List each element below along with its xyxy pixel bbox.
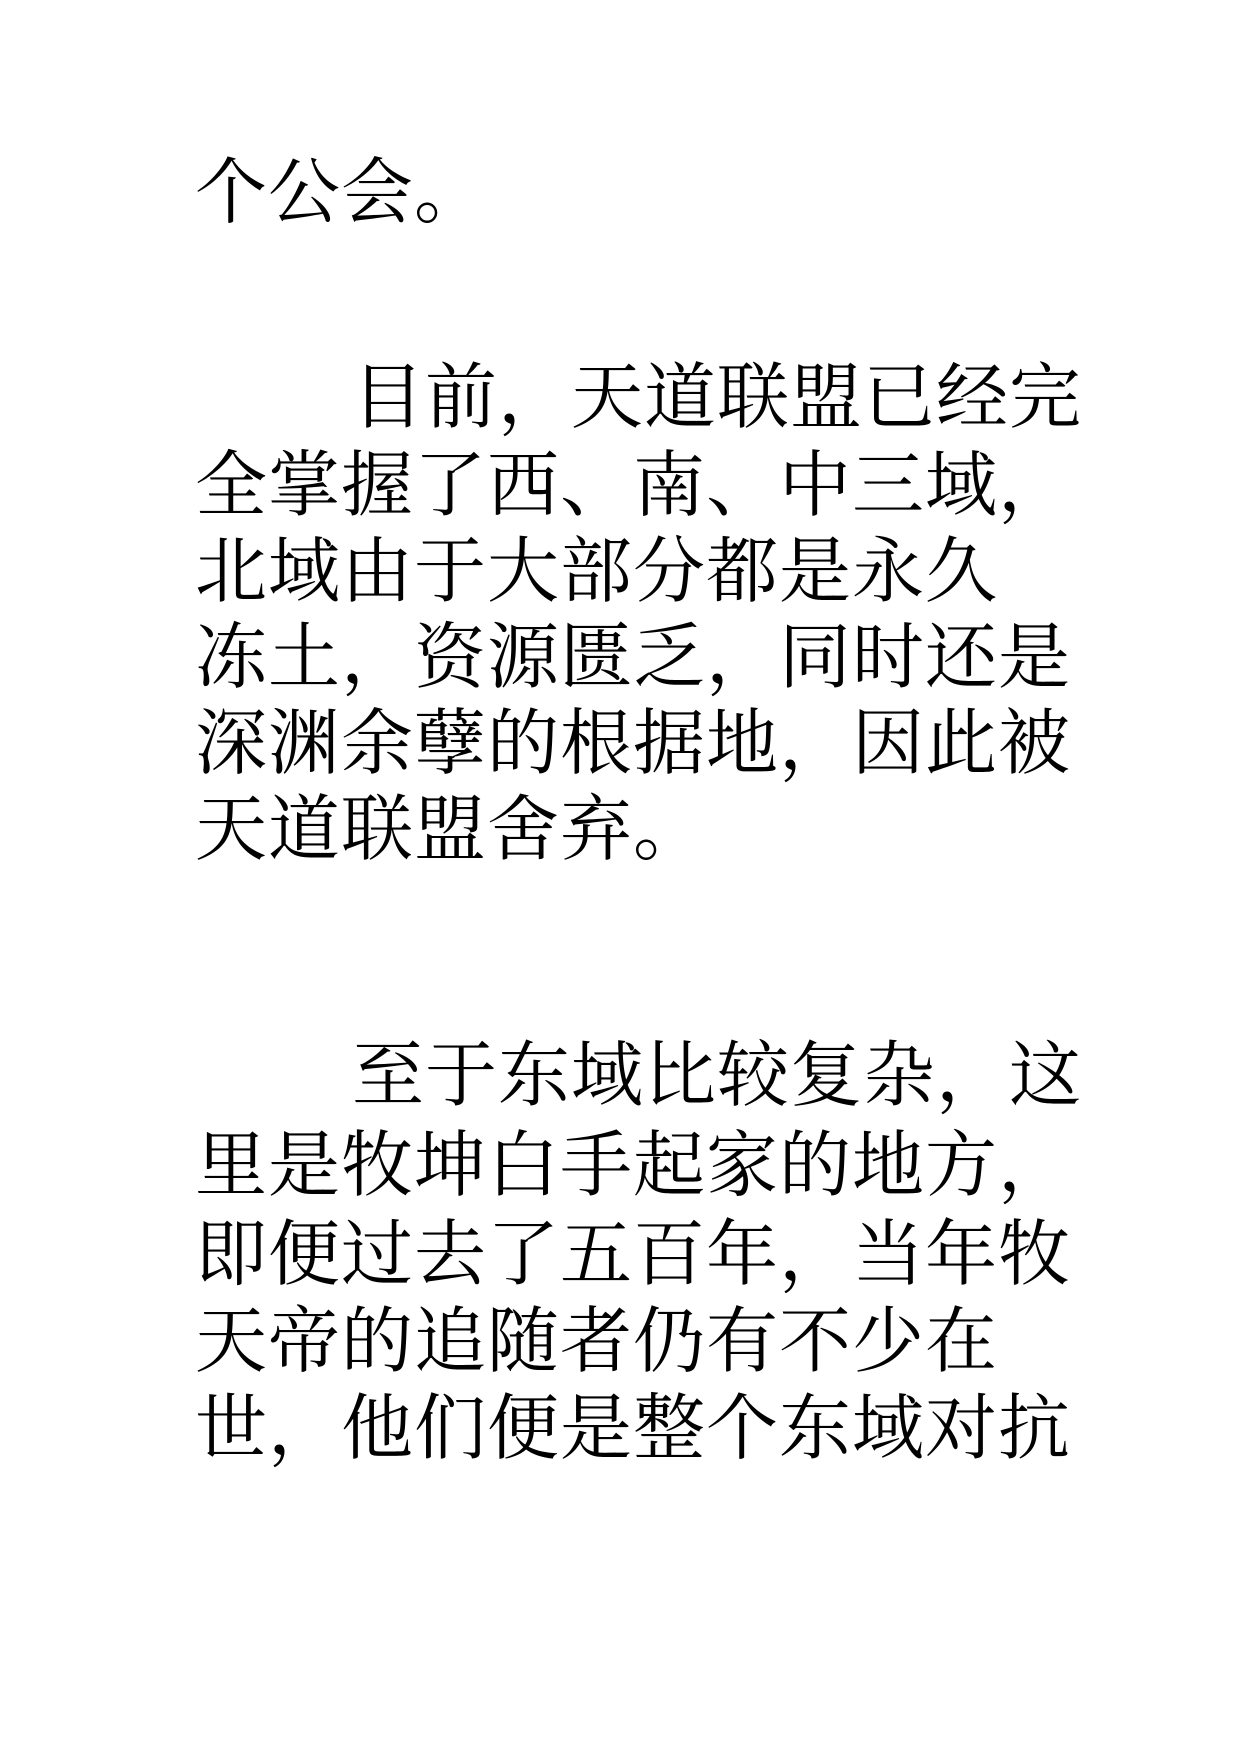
text-line: 冻土，资源匮乏，同时还是 xyxy=(195,615,1072,699)
text-line: 即便过去了五百年，当年牧 xyxy=(195,1212,1072,1296)
text-line: 里是牧坤白手起家的地方， xyxy=(195,1123,1072,1207)
text-line: 个公会。 xyxy=(195,150,488,234)
text-line: 北域由于大部分都是永久 xyxy=(195,529,999,613)
paragraph-first-line: 至于东域比较复杂，这 xyxy=(352,1033,1083,1117)
text-line: 世，他们便是整个东域对抗 xyxy=(195,1386,1072,1470)
text-line: 天道联盟舍弃。 xyxy=(195,787,707,871)
paragraph-first-line: 目前，天道联盟已经完 xyxy=(352,355,1083,439)
text-line: 深渊余孽的根据地，因此被 xyxy=(195,701,1072,785)
text-line: 全掌握了西、南、中三域， xyxy=(195,443,1072,527)
text-line: 天帝的追随者仍有不少在 xyxy=(195,1299,999,1383)
